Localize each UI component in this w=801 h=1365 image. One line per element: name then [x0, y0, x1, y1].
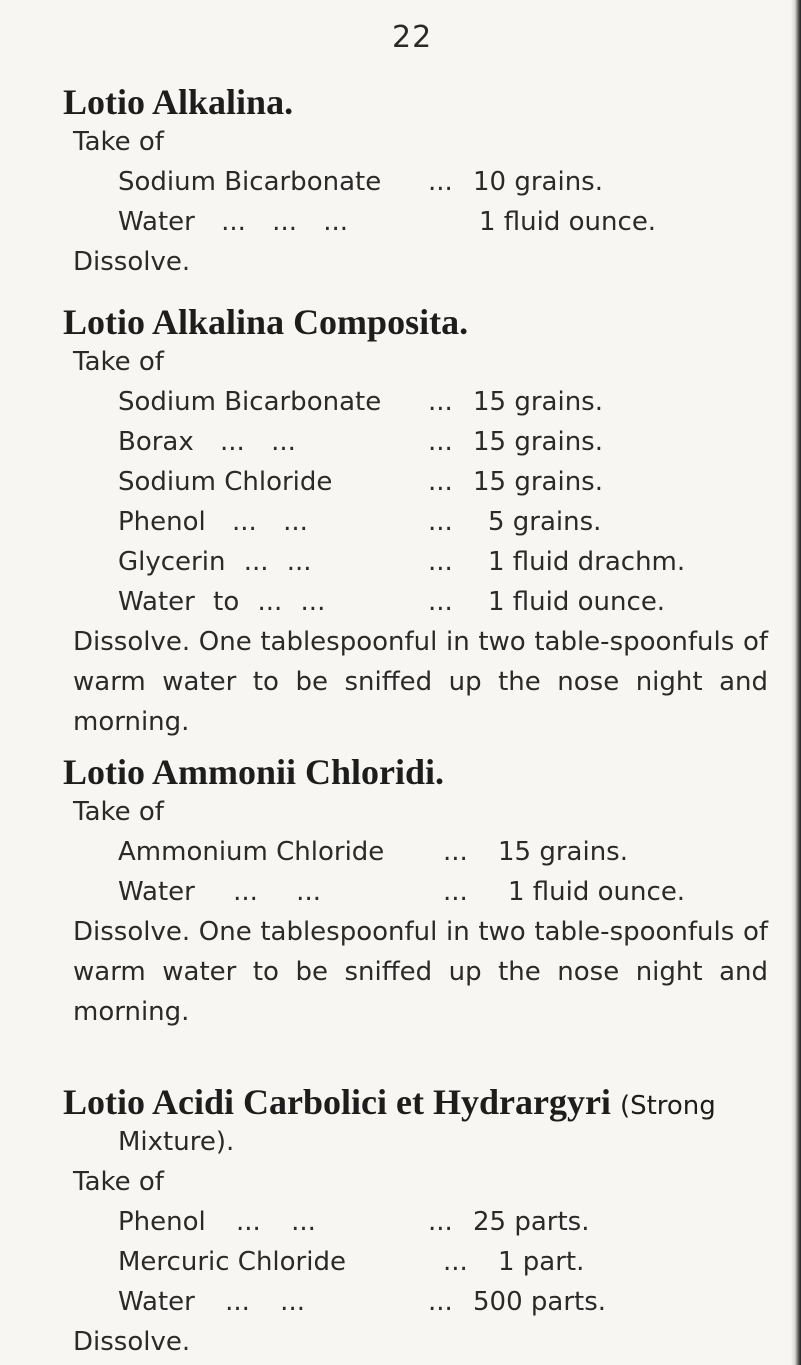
ingredient-row	[63, 542, 783, 582]
leader-dots: ...	[428, 1287, 453, 1317]
ingredient-row	[63, 872, 783, 912]
ingredient-quantity: 5 grains.	[488, 507, 602, 537]
leader-dots: ...	[428, 547, 453, 577]
recipe-intro: Take of	[73, 797, 164, 827]
ingredient-name: Borax ... ...	[118, 427, 296, 457]
ingredient-name: Ammonium Chloride	[118, 837, 385, 867]
page-number: 22	[392, 20, 433, 55]
ingredient-row	[63, 502, 783, 542]
ingredient-quantity: 1 fluid drachm.	[488, 547, 686, 577]
ingredient-name: Mercuric Chloride	[118, 1247, 346, 1277]
leader-dots: ...	[428, 167, 453, 197]
ingredient-name: Water ... ...	[118, 877, 321, 907]
ingredient-quantity: 1 fluid ounce.	[488, 587, 666, 617]
ingredient-row	[63, 1202, 783, 1242]
recipe-directions: Dissolve. One tablespoonful in two table-spoonfuls of warm water to be sniffed up the nose night and morning.	[73, 917, 768, 1027]
ingredient-row	[63, 832, 783, 872]
leader-dots: ...	[443, 1247, 468, 1277]
ingredient-name: Water ... ... ...	[118, 207, 349, 237]
recipe-directions: Dissolve.	[73, 1327, 191, 1357]
recipe-directions: Dissolve. One tablespoonful in two table-spoonfuls of warm water to be sniffed up the nose night and morning.	[73, 627, 768, 737]
ingredient-quantity: 15 grains.	[473, 427, 603, 457]
ingredient-quantity: 15 grains.	[473, 467, 603, 497]
recipe-title: Lotio Ammonii Chloridi.	[63, 752, 445, 792]
ingredient-name: Water ... ...	[118, 1287, 305, 1317]
ingredient-name: Phenol ... ...	[118, 507, 308, 537]
ingredient-row	[63, 202, 783, 242]
recipe-lotio-alkalina-composita	[63, 302, 783, 742]
leader-dots: ...	[428, 427, 453, 457]
recipe-lotio-ammonii-chloridi	[63, 752, 783, 1032]
ingredient-row	[63, 422, 783, 462]
ingredient-name: Sodium Bicarbonate	[118, 167, 382, 197]
leader-dots: ...	[428, 507, 453, 537]
ingredient-quantity: 25 parts.	[473, 1207, 590, 1237]
recipe-intro: Take of	[73, 347, 164, 377]
leader-dots: ...	[443, 877, 468, 907]
ingredient-name: Sodium Bicarbonate	[118, 387, 382, 417]
leader-dots: ...	[443, 837, 468, 867]
ingredient-name: Water to ... ...	[118, 587, 326, 617]
ingredient-quantity: 1 part.	[498, 1247, 585, 1277]
ingredient-row	[63, 582, 783, 622]
ingredient-row	[63, 382, 783, 422]
leader-dots: ...	[428, 467, 453, 497]
ingredient-quantity: 500 parts.	[473, 1287, 607, 1317]
page-edge-shadow	[791, 0, 801, 1365]
ingredient-quantity: 15 grains.	[498, 837, 628, 867]
recipe-intro: Take of	[73, 127, 164, 157]
ingredient-quantity: 15 grains.	[473, 387, 603, 417]
ingredient-row	[63, 162, 783, 202]
recipe-intro: Take of	[73, 1167, 164, 1197]
recipe-title-continuation: Mixture).	[118, 1127, 235, 1157]
ingredient-row	[63, 1282, 783, 1322]
recipe-title-suffix: (Strong	[619, 1091, 716, 1121]
ingredient-name: Sodium Chloride	[118, 467, 333, 497]
ingredient-row	[63, 462, 783, 502]
leader-dots: ...	[428, 587, 453, 617]
ingredient-quantity: 1 fluid ounce.	[508, 877, 686, 907]
ingredient-quantity: 1 fluid ounce.	[479, 207, 657, 237]
recipe-lotio-alkalina	[63, 82, 783, 282]
recipe-directions: Dissolve.	[73, 247, 191, 277]
recipe-lotio-acidi-carbolici	[63, 1082, 783, 1362]
recipe-title: Lotio Alkalina Composita.	[63, 302, 469, 342]
ingredient-name: Phenol ... ...	[118, 1207, 316, 1237]
recipe-title: Lotio Alkalina.	[63, 82, 294, 122]
recipe-title: Lotio Acidi Carbolici et Hydrargyri	[63, 1082, 611, 1122]
leader-dots: ...	[428, 1207, 453, 1237]
ingredient-name: Glycerin ... ...	[118, 547, 312, 577]
recipe-title-line	[63, 1082, 783, 1122]
ingredient-quantity: 10 grains.	[473, 167, 603, 197]
leader-dots: ...	[428, 387, 453, 417]
ingredient-row	[63, 1242, 783, 1282]
